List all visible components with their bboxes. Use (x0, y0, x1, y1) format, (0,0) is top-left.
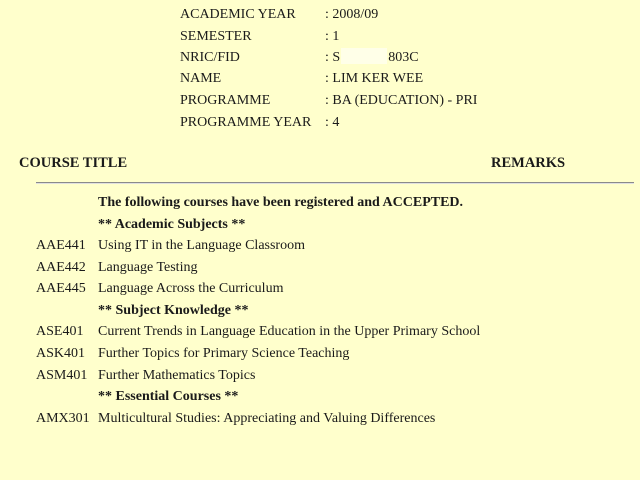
course-code: AMX301 (36, 411, 90, 426)
course-title: Further Mathematics Topics (98, 368, 256, 383)
course-title: Multicultural Studies: Appreciating and Valuing Differences (98, 411, 436, 426)
nric-label: NRIC/FID (180, 50, 240, 65)
course-code: AAE442 (36, 260, 86, 275)
nric-value (325, 48, 419, 68)
course-row (0, 344, 640, 364)
semester-label: SEMESTER (180, 29, 252, 44)
course-code: ASK401 (36, 346, 86, 361)
course-title: Using IT in the Language Classroom (98, 238, 305, 253)
redaction-block (341, 48, 387, 64)
programme-year-label: PROGRAMME YEAR (180, 115, 312, 130)
programme-label: PROGRAMME (180, 93, 271, 108)
academic-year-value: : 2008/09 (325, 7, 379, 22)
nric-value-suffix: 803C (388, 50, 419, 65)
semester-value: : 1 (325, 29, 340, 44)
course-code: AAE441 (36, 238, 86, 253)
course-title: Further Topics for Primary Science Teaching (98, 346, 350, 361)
header-divider (36, 182, 634, 184)
name-label: NAME (180, 71, 222, 86)
course-title: Language Testing (98, 260, 198, 275)
course-row (0, 322, 640, 342)
course-code: AAE445 (36, 281, 86, 296)
course-title: Language Across the Curriculum (98, 281, 284, 296)
course-row (0, 409, 640, 429)
course-code: ASE401 (36, 324, 84, 339)
section-heading: ** Academic Subjects ** (98, 217, 246, 232)
section-heading: ** Subject Knowledge ** (98, 303, 249, 318)
name-value: : LIM KER WEE (325, 71, 424, 86)
section-heading: ** Essential Courses ** (98, 389, 239, 404)
course-code: ASM401 (36, 368, 88, 383)
course-title: Current Trends in Language Education in the Upper Primary School (98, 324, 481, 339)
programme-value: : BA (EDUCATION) - PRI (325, 93, 478, 108)
registration-notice: The following courses have been registered and ACCEPTED. (98, 195, 464, 210)
nric-value-prefix: : S (325, 50, 341, 65)
remarks-header: REMARKS (491, 155, 566, 171)
course-row (0, 258, 640, 278)
course-title-header: COURSE TITLE (19, 155, 128, 171)
academic-year-label: ACADEMIC YEAR (180, 7, 296, 22)
course-row (0, 279, 640, 299)
programme-year-value: : 4 (325, 115, 340, 130)
course-row (0, 236, 640, 256)
course-row (0, 366, 640, 386)
